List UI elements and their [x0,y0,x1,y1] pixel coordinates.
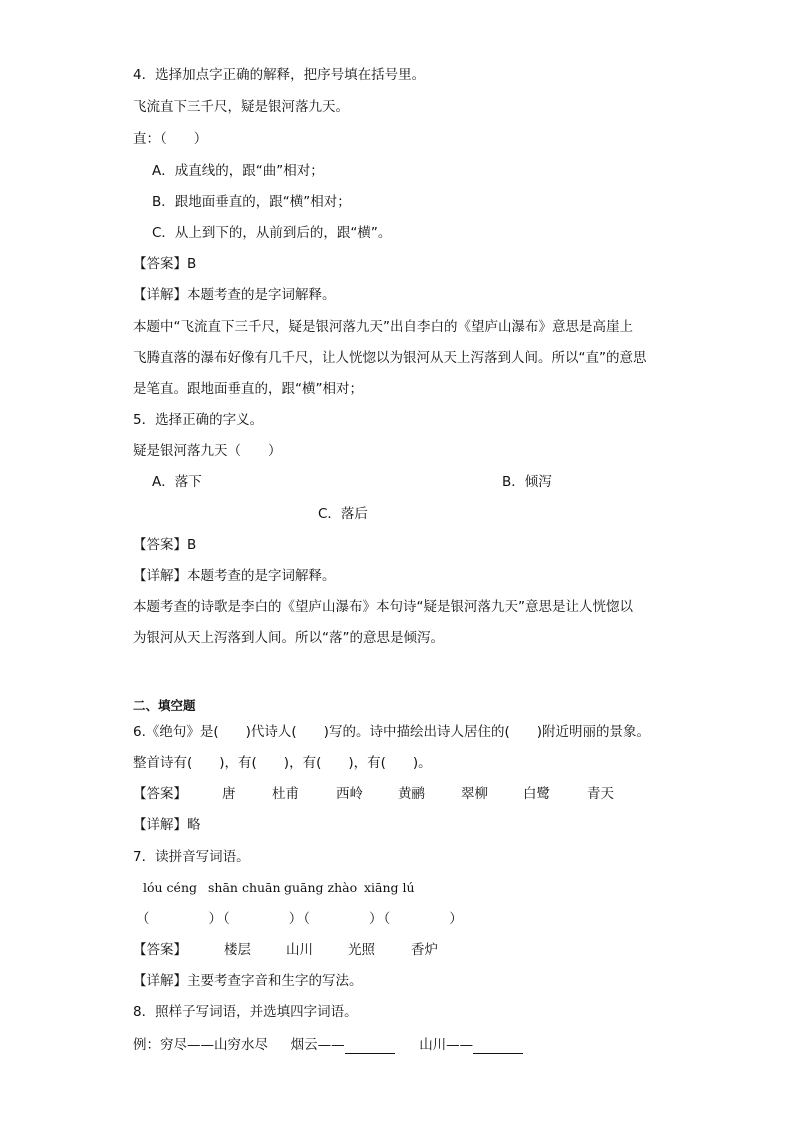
q4-detail-head: 【详解】本题考查的是字词解释。 [133,287,336,303]
q5-detail-head: 【详解】本题考查的是字词解释。 [133,568,336,584]
q7-answer: 香炉 [411,942,438,958]
q7-answer: 楼层 [224,942,251,958]
q7-title: 7．读拼音写词语。 [133,849,250,865]
q6-line: 6.《绝句》是( )代诗人( )写的。诗中描绘出诗人居住的( )附近明丽的景象。 [133,724,650,740]
q6-answer: 青天 [587,786,614,802]
q6-answer: 唐 [222,786,236,802]
q4-option-a: A．成直线的，跟“曲”相对； [152,163,324,179]
q6-line: 整首诗有( )，有( )，有( )，有( )。 [133,755,432,771]
q8-blank-1[interactable] [345,1040,395,1054]
q7-pinyin: shān chuān [208,880,281,895]
q4-answer: 【答案】B [133,256,197,272]
q8-item-2: 山川—— [419,1037,474,1053]
q4-sentence: 飞流直下三千尺，疑是银河落九天。 [133,99,349,115]
q7-detail: 【详解】主要考查字音和生字的写法。 [133,973,363,989]
q4-detail-line: 是笔直。跟地面垂直的，跟“横”相对； [133,381,363,397]
q4-option-b: B．跟地面垂直的，跟“横”相对； [152,194,351,210]
q8-example-row [133,1036,523,1054]
q4-option-c: C．从上到下的，从前到后的，跟“横”。 [152,225,392,241]
q7-answer-label: 【答案】 [133,942,187,958]
q5-sentence: 疑是银河落九天（ ） [133,443,282,459]
q7-brackets: （ ）（ ）（ ）（ ） [136,911,464,927]
q7-answer: 光照 [348,942,375,958]
section-title: 二、填空题 [133,698,196,713]
q7-pinyin: guāng zhào [284,880,358,895]
q5-option-a: A．落下 [152,474,202,490]
q8-example: 例：穷尽——山穷水尽 [133,1037,268,1053]
answer-label: 【答案】 [133,786,187,802]
q5-option-c: C．落后 [318,506,368,522]
q6-answer: 白鹭 [523,786,550,802]
q6-answer: 杜甫 [272,786,299,802]
q4-detail-line: 飞腾直落的瀑布好像有几千尺，让人恍惚以为银河从天上泻落到人间。所以“直”的意思 [133,350,647,366]
q5-detail-line: 本题考查的诗歌是李白的《望庐山瀑布》本句诗“疑是银河落九天”意思是让人恍惚以 [133,599,633,615]
q5-answer: 【答案】B [133,537,197,553]
q8-blank-2[interactable] [473,1040,523,1054]
q8-item-1: 烟云—— [290,1037,345,1053]
q4-detail-line: 本题中“飞流直下三千尺，疑是银河落九天”出自李白的《望庐山瀑布》意思是高崖上 [133,319,633,335]
q5-option-b: B．倾泻 [502,474,552,490]
q6-answer-row [133,785,187,803]
q4-prompt: 直：（ ） [133,131,208,147]
q5-title: 5．选择正确的字义。 [133,412,264,428]
q4-title: 4．选择加点字正确的解释，把序号填在括号里。 [133,67,426,83]
q8-title: 8．照样子写词语，并选填四字词语。 [133,1004,358,1020]
q5-detail-line: 为银河从天上泻落到人间。所以“落”的意思是倾泻。 [133,630,444,646]
q6-answer: 翠柳 [461,786,488,802]
q7-pinyin: lóu céng [143,880,197,895]
q7-pinyin: xiāng lú [364,880,415,895]
q6-detail: 【详解】略 [133,817,201,833]
q6-answer: 西岭 [336,786,363,802]
q6-answer: 黄鹂 [398,786,425,802]
q7-answer: 山川 [286,942,313,958]
